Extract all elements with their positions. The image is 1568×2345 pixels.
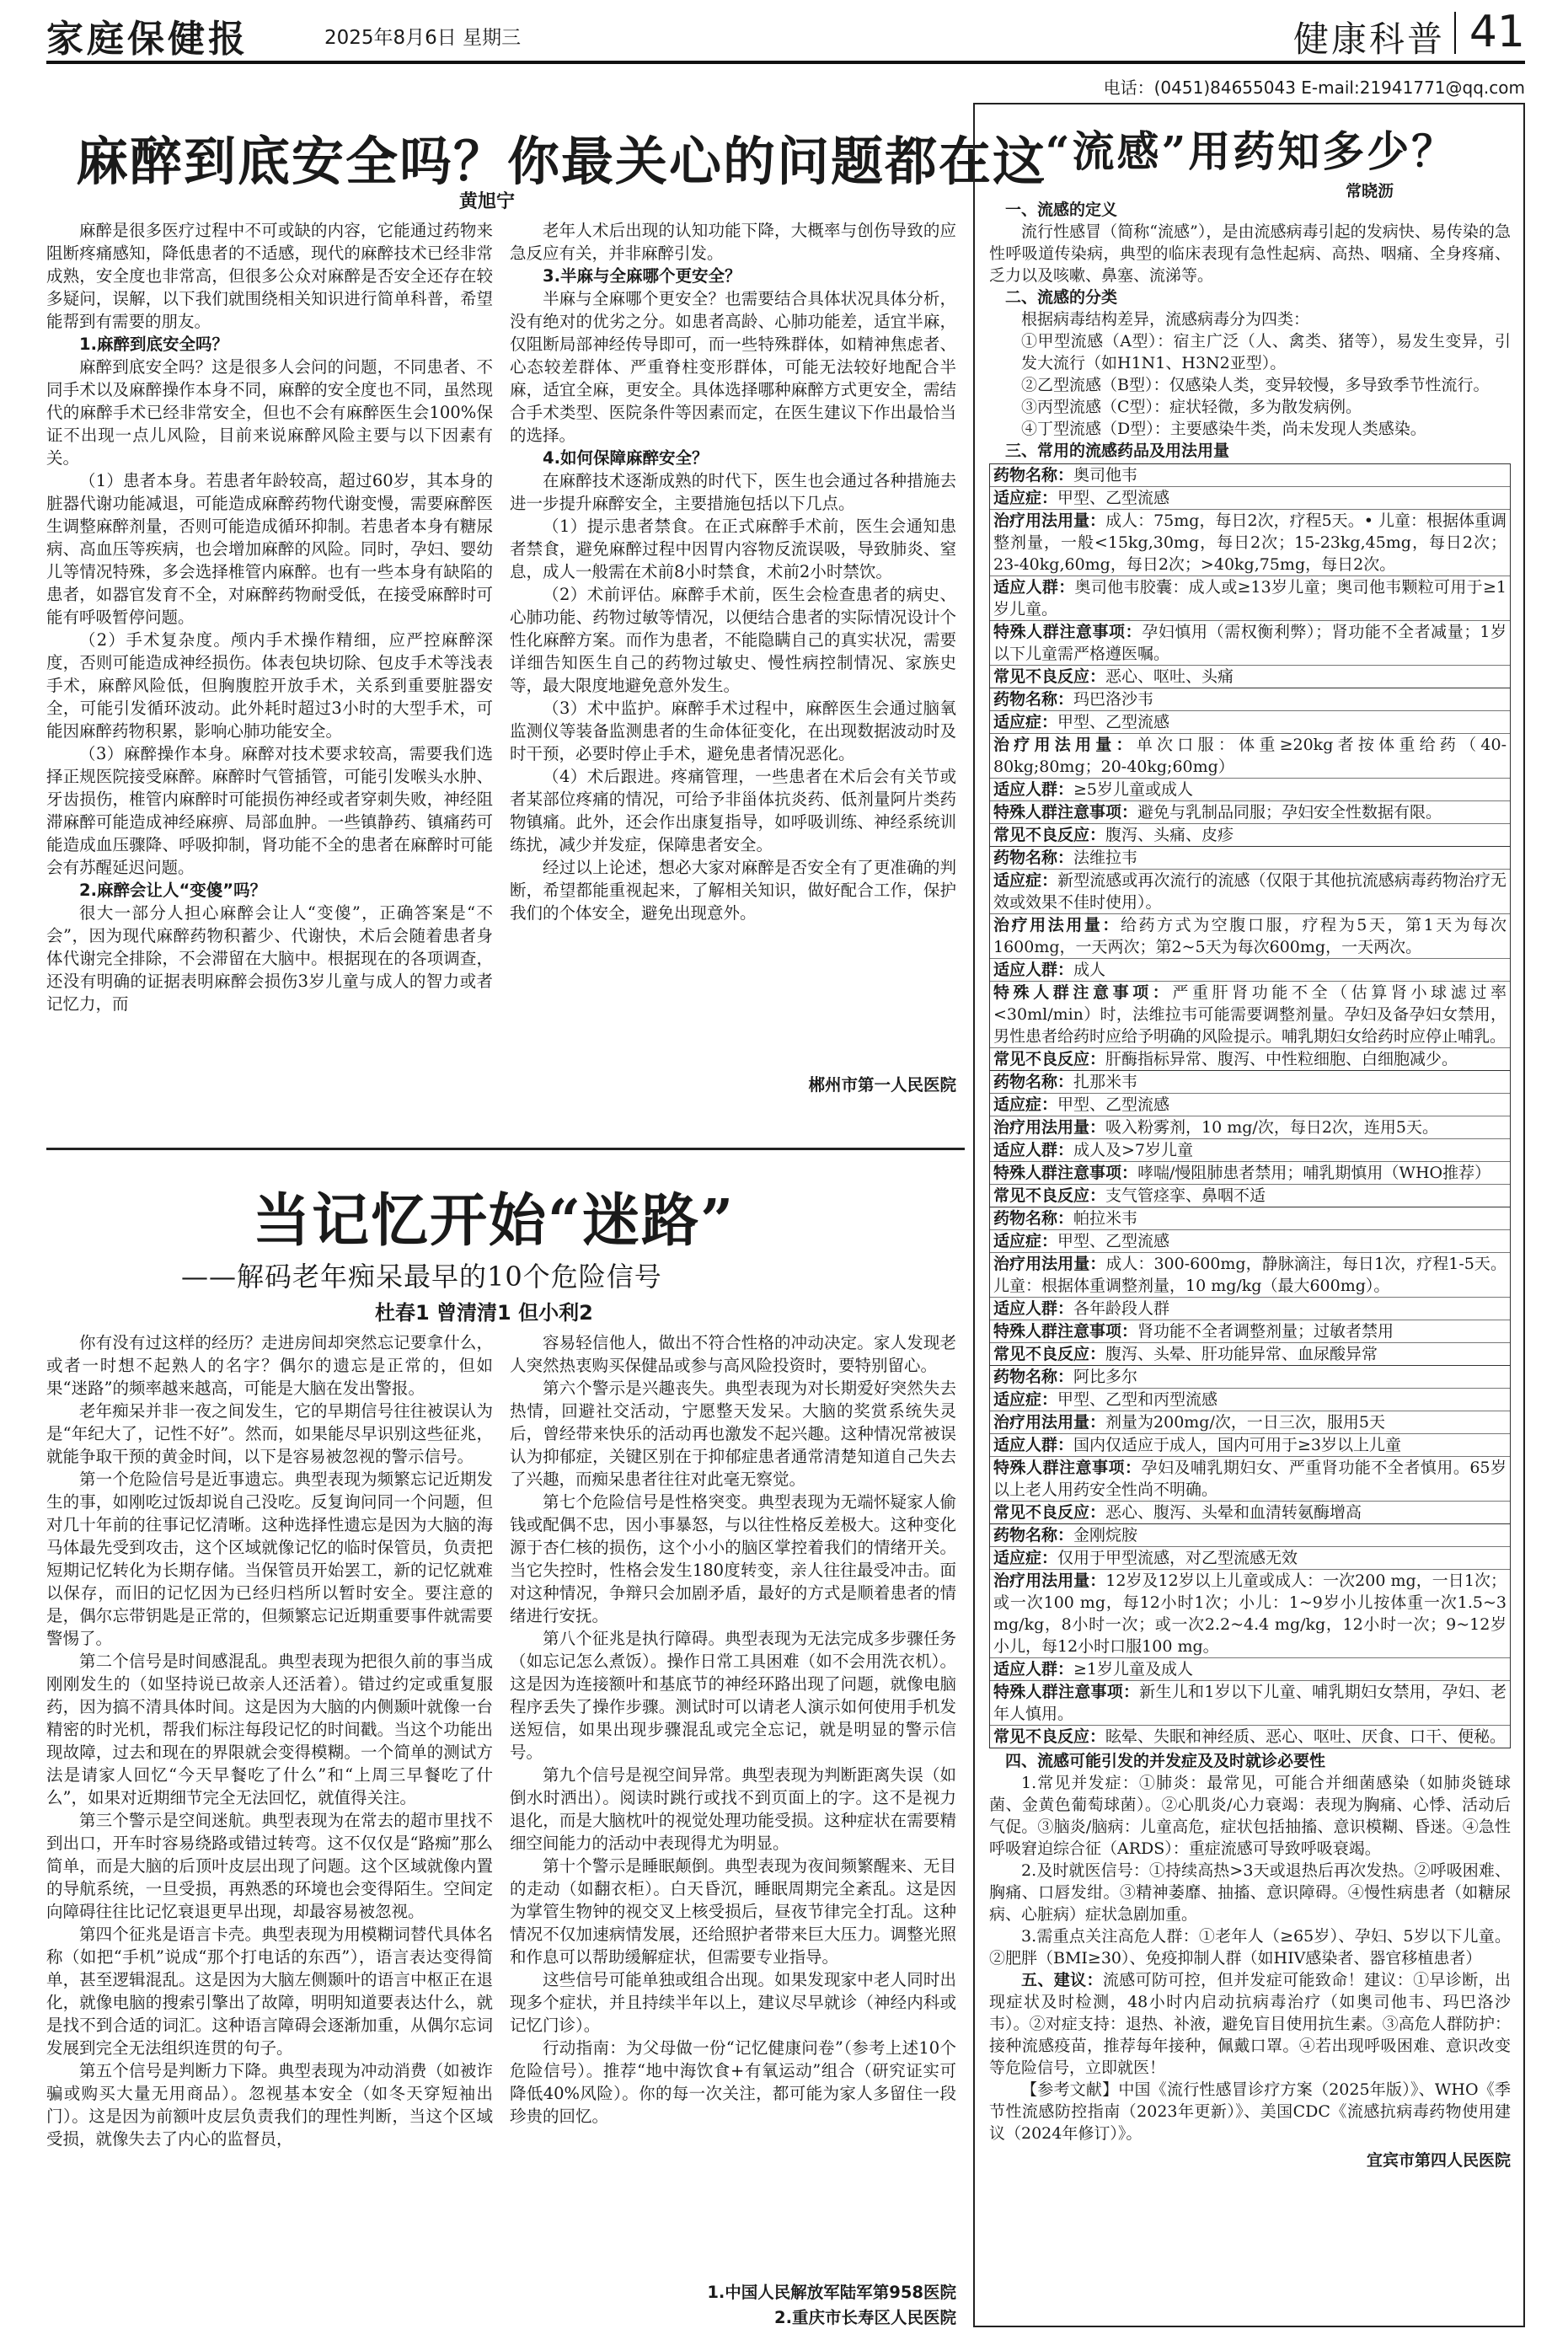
drug-field: [990, 1726, 1510, 1748]
paragraph: 第四个征兆是语言卡壳。典型表现为用模糊词替代具体名称（如把“手机”说成“那个打电话的东西”），语言表达变得简单，甚至逻辑混乱。这是因为大脑左侧颞叶的语言中枢正在退化，就像电脑的搜索引擎出了故障，明明知道要表达什么，就是找不到合适的词汇。这种语言障碍会逐渐加重，从偶尔忘词发展到完全无法组织连贯的句子。: [46, 1925, 493, 2058]
drug-field-label: 治疗用法用量：: [993, 916, 1121, 934]
drug-field: [990, 1185, 1510, 1207]
article1-column-1: [46, 219, 493, 1083]
sidebar-heading-complications: 四、流感可能引发的并发症及及时就诊必要性: [1005, 1752, 1326, 1770]
drug-field-label: 特殊人群注意事项：: [993, 1683, 1140, 1701]
drug-field-label: 治疗用法用量：: [993, 1413, 1106, 1432]
drug-field-value: ≥1岁儿童及成人: [1073, 1660, 1194, 1678]
drug-field: [990, 1434, 1510, 1457]
references: 【参考文献】中国《流行性感冒诊疗方案（2025年版）》、WHO《季节性流感防控指南（2023年更新）》、美国CDC《流感抗病毒药物使用建议（2024年修订）》。: [989, 2080, 1511, 2143]
drug-field-value: 恶心、腹泻、头晕和血清转氨酶增高: [1105, 1503, 1362, 1522]
masthead-divider: [1454, 12, 1456, 54]
drug-field: [990, 464, 1510, 487]
drug-field-label: 适应症：: [993, 713, 1058, 731]
drug-field-label: 常见不良反应：: [993, 826, 1106, 844]
drug-field-label: 常见不良反应：: [993, 1727, 1106, 1746]
flu-medication-sidebar: [973, 103, 1525, 2327]
drug-entry: [990, 847, 1510, 1071]
article2-column-2: [510, 1331, 956, 2271]
drug-field-label: 适应症：: [993, 1232, 1058, 1250]
drug-field: [990, 870, 1510, 914]
drug-field: [990, 1366, 1510, 1389]
drug-field-value: 成人：75mg，每日2次，疗程5天。• 儿童：根据体重调整剂量，一般<15kg,30mg，每日2次；15-23kg,45mg，每日2次；23-40kg,60mg，每日2次；>40kg,75mg，每日2次。: [993, 511, 1506, 574]
drug-field-label: 适应人群：: [993, 1299, 1074, 1318]
drug-field: [990, 1116, 1510, 1139]
drug-field-value: 单次口服：体重≥20kg者按体重给药（40-80kg;80mg；20-40kg;60mg）: [993, 736, 1506, 776]
drug-entry: [990, 464, 1510, 688]
drug-field-value: 剂量为200mg/次，一日三次，服用5天: [1105, 1413, 1385, 1432]
drug-field-label: 常见不良反应：: [993, 1186, 1106, 1205]
flu-type-item: ③丙型流感（C型）：症状轻微，多为散发病例。: [1021, 398, 1362, 416]
paragraph: 容易轻信他人，做出不符合性格的冲动决定。家人发现老人突然热衷购买保健品或参与高风险投资时，要特别留心。: [510, 1333, 956, 1375]
drug-field: [990, 1162, 1510, 1185]
drug-field: [990, 982, 1510, 1048]
sidebar-paragraph: 流行性感冒（简称“流感”），是由流感病毒引起的发病快、易传染的急性呼吸道传染病，典型的临床表现有急性起病、高热、咽痛、全身疼痛、乏力以及咳嗽、鼻塞、流涕等。: [989, 222, 1511, 285]
drug-field: [990, 1320, 1510, 1343]
article2-source-2: 2.重庆市长寿区人民医院: [774, 2308, 956, 2327]
drug-field-value: 玛巴洛沙韦: [1073, 690, 1154, 709]
drug-field: [990, 734, 1510, 779]
drug-field-label: 药物名称：: [993, 1526, 1074, 1545]
drug-field-value: 给药方式为空腹口服，疗程为5天，第1天为每次1600mg，一天两次；第2~5天为每次600mg，一天两次。: [993, 916, 1506, 956]
complication-paragraph: 2.及时就医信号：①持续高热>3天或退热后再次发热。②呼吸困难、胸痛、口唇发绀。③精神萎靡、抽搐、意识障碍。④慢性病患者（如糖尿病、心脏病）症状急剧加重。: [989, 1861, 1511, 1924]
drug-field-label: 药物名称：: [993, 849, 1074, 867]
drug-field-value: 甲型、乙型流感: [1057, 1095, 1170, 1114]
article2-authors: 杜春1 曾清清1 但小利2: [375, 1301, 593, 1325]
drug-field-value: 新生儿和1岁以下儿童、哺乳期妇女禁用，孕妇、老年人慎用。: [993, 1683, 1506, 1723]
drug-field: [990, 1230, 1510, 1253]
paragraph: 第十个警示是睡眠颠倒。典型表现为夜间频繁醒来、无目的走动（如翻衣柜）。白天昏沉，睡眠周期完全紊乱。这是因为掌管生物钟的视交叉上核受损后，昼夜节律完全打乱。这种情况不仅加速病情发展，还给照护者带来巨大压力。调整光照和作息可以帮助缓解症状，但需要专业指导。: [510, 1856, 956, 1967]
paragraph: 第七个危险信号是性格突变。典型表现为无端怀疑家人偷钱或配偶不忠，因小事暴怒，与以往性格反差极大。这种变化源于杏仁核的损伤，这个小小的脑区掌控着我们的情绪开关。当它失控时，性格会发生180度转变，亲人往往最受冲击。面对这种情况，争辩只会加剧矛盾，最好的方式是顺着患者的情绪进行安抚。: [510, 1492, 956, 1625]
drug-entry: [990, 1071, 1510, 1207]
section-name: 健康科普: [1292, 19, 1445, 60]
drug-table: [989, 463, 1511, 1748]
drug-field-value: 12岁及12岁以上儿童或成人：一次200 mg，一日1次；或一次100 mg，每12小时1次；小儿：1~9岁小儿按体重一次1.5~3 mg/kg，8小时一次；或一次2.2~4.4 mg/kg，12小时一次；9~12岁小儿，每12小时口服100 mg。: [993, 1571, 1506, 1656]
drug-field: [990, 1457, 1510, 1502]
sidebar-title: “流感”用药知多少？: [1045, 126, 1457, 176]
paragraph: （1）提示患者禁食。在正式麻醉手术前，医生会通知患者禁食，避免麻醉过程中因胃内容物反流误吸，导致肺炎、窒息，成人一般需在术前8小时禁食，术前2小时禁饮。: [510, 517, 956, 581]
drug-field-label: 适应症：: [993, 871, 1058, 890]
flu-type-item: ④丁型流感（D型）：主要感染牛类，尚未发现人类感染。: [1021, 420, 1426, 438]
drug-field-label: 特殊人群注意事项：: [993, 1164, 1138, 1182]
drug-field: [990, 1048, 1510, 1070]
section-heading: 3.半麻与全麻哪个更安全？: [543, 266, 741, 286]
paragraph: 第一个危险信号是近事遗忘。典型表现为频繁忘记近期发生的事，如刚吃过饭却说自己没吃。反复询问同一个问题，但对几十年前的往事记忆清晰。这种选择性遗忘是因为大脑的海马体最先受到攻击，这个区域就像记忆的临时保管员，负责把短期记忆转化为长期存储。当保管员开始罢工，新的记忆就难以保存，而旧的记忆因为已经归档所以暂时安全。要注意的是，偶尔忘带钥匙是正常的，但频繁忘记近期重要事件就需要警惕了。: [46, 1470, 493, 1648]
paragraph: 麻醉到底安全吗？这是很多人会问的问题，不同患者、不同手术以及麻醉操作本身不同，麻醉的安全度也不同，虽然现代的麻醉手术已经非常安全，但也不会有麻醉医生会100%保证不出现一点儿风险，目前来说麻醉风险主要与以下因素有关。: [46, 357, 493, 468]
drug-field-label: 治疗用法用量：: [993, 1255, 1106, 1273]
drug-field-label: 常见不良反应：: [993, 667, 1106, 686]
flu-type-item: ①甲型流感（A型）：宿主广泛（人、禽类、猪等），易发生变异，引发大流行（如H1N1、H3N2亚型）。: [1021, 332, 1511, 372]
article2-title: 当记忆开始“迷路”: [253, 1187, 736, 1255]
drug-field: [990, 1547, 1510, 1570]
paragraph: 半麻与全麻哪个更安全？也需要结合具体状况具体分析，没有绝对的优劣之分。如患者高龄、心肺功能差，适宜半麻，仅阻断局部神经传导即可，而一些特殊群体，如精神焦虑者、心态较差群体、严重脊柱变形群体，可能无法较好地配合半麻，适宜全麻，更安全。具体选择哪种麻醉方式更安全，需结合手术类型、医院条件等因素而定，在医生建议下作出最恰当的选择。: [510, 289, 956, 445]
drug-field-value: 奥司他韦胶囊：成人或≥13岁儿童；奥司他韦颗粒可用于≥1岁儿童。: [993, 578, 1506, 618]
drug-field-label: 适应人群：: [993, 1660, 1074, 1678]
drug-field-value: 肝酶指标异常、腹泻、中性粒细胞、白细胞减少。: [1105, 1050, 1458, 1068]
drug-field: [990, 487, 1510, 510]
drug-field: [990, 847, 1510, 870]
drug-field-value: 避免与乳制品同服；孕妇安全性数据有限。: [1137, 803, 1442, 822]
sidebar-heading-definition: 一、流感的定义: [1005, 201, 1118, 219]
drug-field-value: 恶心、呕吐、头痛: [1105, 667, 1234, 686]
article1-source: 郴州市第一人民医院: [808, 1075, 956, 1095]
advice-label: 五、建议：: [1021, 1971, 1103, 1989]
paragraph: （4）术后跟进。疼痛管理，一些患者在术后会有关节或者某部位疼痛的情况，可给予非甾体抗炎药、低剂量阿片类药物镇痛。此外，还会作出康复指导，如呼吸训练、神经系统训练扰，减少并发症，保障患者安全。: [510, 767, 956, 854]
drug-field-label: 适应症：: [993, 489, 1058, 507]
drug-field-label: 治疗用法用量：: [993, 1118, 1106, 1137]
paragraph: （3）术中监护。麻醉手术过程中，麻醉医生会通过脑氧监测仪等装备监测患者的生命体征变化，在出现数据波动时及时干预，必要时停止手术，避免患者情况恶化。: [510, 699, 956, 763]
paragraph: 这些信号可能单独或组合出现。如果发现家中老人同时出现多个症状，并且持续半年以上，建议尽早就诊（神经内科或记忆门诊）。: [510, 1970, 956, 2035]
complication-paragraph: 1.常见并发症：①肺炎：最常见，可能合并细菌感染（如肺炎链球菌、金黄色葡萄球菌）。②心肌炎/心力衰竭：表现为胸痛、心悸、活动后气促。③脑炎/脑病：儿童高危，症状包括抽搐、意识模糊、昏迷。④急性呼吸窘迫综合征（ARDS）：重症流感可导致呼吸衰竭。: [989, 1774, 1511, 1858]
article2-source-1: 1.中国人民解放军陆军第958医院: [707, 2283, 956, 2302]
drug-field: [990, 666, 1510, 688]
paragraph: 老年痴呆并非一夜之间发生，它的早期信号往往被误认为是“年纪大了，记性不好”。然而，如果能尽早识别这些征兆，就能争取干预的黄金时间，以下是容易被忽视的警示信号。: [46, 1401, 493, 1466]
drug-field-value: 哮喘/慢阻肺患者禁用；哺乳期慎用（WHO推荐）: [1137, 1164, 1491, 1182]
drug-field: [990, 1502, 1510, 1523]
issue-date: 2025年8月6日 星期三: [324, 27, 522, 49]
drug-field-label: 适应人群：: [993, 1436, 1074, 1454]
page-number: 41: [1469, 7, 1525, 57]
drug-field: [990, 1343, 1510, 1365]
drug-field-value: 仅用于甲型流感，对乙型流感无效: [1057, 1549, 1298, 1567]
drug-field-label: 药物名称：: [993, 1073, 1074, 1091]
drug-field-value: 成人及>7岁儿童: [1073, 1141, 1194, 1159]
drug-field-value: 扎那米韦: [1073, 1073, 1138, 1091]
drug-field: [990, 1139, 1510, 1162]
drug-field-label: 药物名称：: [993, 690, 1074, 709]
drug-field: [990, 1681, 1510, 1726]
drug-field-value: 吸入粉雾剂，10 mg/次，每日2次，连用5天。: [1105, 1118, 1438, 1137]
article2-subtitle: ——解码老年痴呆最早的10个危险信号: [181, 1261, 662, 1293]
flu-type-item: ②乙型流感（B型）：仅感染人类，变异较慢，多导致季节性流行。: [1021, 376, 1490, 394]
drug-field-value: 甲型、乙型流感: [1057, 489, 1170, 507]
paragraph: 在麻醉技术逐渐成熟的时代下，医生也会通过各种措施去进一步提升麻醉安全，主要措施包括以下几点。: [510, 471, 956, 513]
drug-field-label: 治疗用法用量：: [993, 736, 1137, 754]
article1-author: 黄旭宁: [459, 191, 516, 212]
drug-field-label: 特殊人群注意事项：: [993, 983, 1173, 1002]
paragraph: 第九个信号是视空间异常。典型表现为判断距离失误（如倒水时洒出）。阅读时跳行或找不到页面上的字。这不是视力退化，而是大脑枕叶的视觉处理功能受损。这种症状在需要精细空间能力的活动中表现得尤为明显。: [510, 1765, 956, 1853]
drug-field-value: 成人: [1073, 961, 1106, 979]
sidebar-author: 常晓沥: [1346, 182, 1394, 201]
drug-field: [990, 801, 1510, 824]
drug-field-value: 阿比多尔: [1073, 1368, 1138, 1386]
drug-field-label: 适应人群：: [993, 578, 1075, 597]
drug-field: [990, 1094, 1510, 1116]
drug-field-value: 甲型、乙型和丙型流感: [1057, 1390, 1218, 1409]
drug-field-value: 甲型、乙型流感: [1057, 1232, 1170, 1250]
drug-field-value: 法维拉韦: [1073, 849, 1138, 867]
drug-field: [990, 510, 1510, 576]
paragraph: 第五个信号是判断力下降。典型表现为冲动消费（如被诈骗或购买大量无用商品）。忽视基本安全（如冬天穿短袖出门）。这是因为前额叶皮层负责我们的理性判断，当这个区域受损，就像失去了内心的监督员，: [46, 2061, 493, 2149]
article1-title: 麻醉到底安全吗？你最关心的问题都在这: [76, 131, 1047, 192]
paragraph: 老年人术后出现的认知功能下降，大概率与创伤导致的应急反应有关，并非麻醉引发。: [510, 221, 956, 263]
drug-field: [990, 779, 1510, 801]
newspaper-name: 家庭保健报: [46, 18, 249, 61]
drug-field-value: ≥5岁儿童或成人: [1073, 780, 1194, 799]
drug-field: [990, 1411, 1510, 1434]
drug-field: [990, 1389, 1510, 1411]
advice-paragraph: [989, 1969, 1511, 2079]
sidebar-source: 宜宾市第四人民医院: [1366, 2151, 1511, 2170]
masthead-rule: [46, 61, 1525, 64]
paragraph: （3）麻醉操作本身。麻醉对技术要求较高，需要我们选择正规医院接受麻醉。麻醉时气管插管，可能引发喉头水肿、牙齿损伤，椎管内麻醉时可能损伤神经或者穿刺失败，神经阻滞麻醉可能造成神经麻痹、局部血肿。一些镇静药、镇痛药可能造成血压骤降、呼吸抑制，肾功能不全的患者在麻醉时可能会有苏醒延迟问题。: [46, 744, 493, 877]
drug-field-label: 特殊人群注意事项：: [993, 1459, 1142, 1477]
section-heading: 4.如何保障麻醉安全？: [543, 448, 709, 468]
drug-field-value: 腹泻、头痛、皮疹: [1105, 826, 1234, 844]
sidebar-paragraph: 根据病毒结构差异，流感病毒分为四类：: [1021, 310, 1310, 329]
paragraph: 第三个警示是空间迷航。典型表现为在常去的超市里找不到出口，开车时容易绕路或错过转弯。这不仅仅是“路痴”那么简单，而是大脑的后顶叶皮层出现了问题。这个区域就像内置的导航系统，一旦受损，再熟悉的环境也会变得陌生。空间定向障碍往往比记忆衰退更早出现，却最容易被忽视。: [46, 1811, 493, 1921]
paragraph: 经过以上论述，想必大家对麻醉是否安全有了更准确的判断，希望都能重视起来，了解相关知识，做好配合工作，保护我们的个体安全，避免出现意外。: [510, 858, 956, 923]
section-heading: 2.麻醉会让人“变傻”吗？: [79, 881, 267, 900]
drug-field-value: 成人：300-600mg，静脉滴注，每日1次，疗程1-5天。儿童：根据体重调整剂量，10 mg/kg（最大600mg）。: [993, 1255, 1506, 1295]
drug-field: [990, 1658, 1510, 1681]
masthead: [46, 7, 1525, 61]
drug-field: [990, 621, 1510, 666]
drug-field: [990, 688, 1510, 711]
drug-field-value: 眩晕、失眠和神经质、恶心、呕吐、厌食、口干、便秘。: [1105, 1727, 1506, 1746]
article-divider: [46, 1148, 965, 1150]
drug-field-label: 常见不良反应：: [993, 1503, 1106, 1522]
drug-field-value: 帕拉米韦: [1073, 1209, 1138, 1228]
complications-list: [989, 1772, 1511, 1969]
paragraph: （1）患者本身。若患者年龄较高，超过60岁，其本身的脏器代谢功能减退，可能造成麻醉药物代谢变慢，需要麻醉医生调整麻醉剂量，否则可能造成循环抑制。若患者本身有糖尿病、高血压等疾病，也会增加麻醉的风险。同时，孕妇、婴幼儿等情况特殊，多会选择椎管内麻醉。也有一些本身有缺陷的患者，如器官发育不全，对麻醉药物耐受低，在接受麻醉时可能有呼吸暂停问题。: [46, 471, 493, 627]
drug-field: [990, 711, 1510, 734]
drug-entry: [990, 1366, 1510, 1524]
drug-field: [990, 1207, 1510, 1230]
drug-field: [990, 959, 1510, 982]
drug-field-value: 腹泻、头晕、肝功能异常、血尿酸异常: [1105, 1345, 1378, 1363]
drug-field-value: 孕妇及哺乳期妇女、严重肾功能不全者慎用。65岁以上老人用药安全性尚不明确。: [993, 1459, 1506, 1499]
drug-field-label: 适应人群：: [993, 1141, 1074, 1159]
drug-field: [990, 914, 1510, 959]
drug-field-value: 严重肝肾功能不全（估算肾小球滤过率<30ml/min）时，法维拉韦可能需要调整剂量。孕妇及备孕妇女禁用，男性患者给药时应给予明确的风险提示。哺乳期妇女给药时应停止哺乳。: [993, 983, 1506, 1046]
drug-field-value: 奥司他韦: [1073, 466, 1138, 485]
drug-field-label: 适应症：: [993, 1549, 1058, 1567]
sidebar-heading-classification: 二、流感的分类: [1005, 288, 1118, 307]
paragraph: （2）手术复杂度。颅内手术操作精细，应严控麻醉深度，否则可能造成神经损伤。体表包块切除、包皮手术等浅表手术，麻醉风险低，但胸腹腔开放手术，关系到重要脏器安全，可能引发循环波动。此外耗时超过3小时的大型手术，可能因麻醉药物积累，影响心肺功能安全。: [46, 630, 493, 741]
drug-field-value: 金刚烷胺: [1073, 1526, 1138, 1545]
drug-entry: [990, 688, 1510, 847]
paragraph: 麻醉是很多医疗过程中不可或缺的内容，它能通过药物来阻断疼痛感知，降低患者的不适感，现代的麻醉技术已经非常成熟，安全度也非常高，但很多公众对麻醉是否安全还存在较多疑问，误解，以下我们就围绕相关知识进行简单科普，希望能帮到有需要的朋友。: [46, 221, 493, 331]
contact-info: 电话：(0451)84655043 E-mail:21941771@qq.com: [1103, 78, 1525, 98]
drug-field-label: 特殊人群注意事项：: [993, 623, 1143, 641]
drug-field-value: 孕妇慎用（需权衡利弊）；肾功能不全者减量；1岁以下儿童需严格遵医嘱。: [993, 623, 1506, 663]
section-heading: 1.麻醉到底安全吗？: [79, 335, 228, 354]
paragraph: 第八个征兆是执行障碍。典型表现为无法完成多步骤任务（如忘记怎么煮饭）。操作日常工具困难（如不会用洗衣机）。这是因为连接额叶和基底节的神经环路出现了问题，就像电脑程序丢失了操作步骤。测试时可以请老人演示如何使用手机发送短信，如果出现步骤混乱或完全忘记，就是明显的警示信号。: [510, 1629, 956, 1762]
advice-text: 流感可防可控，但并发症可能致命！建议：①早诊断，出现症状及时检测，48小时内启动抗病毒治疗（如奥司他韦、玛巴洛沙韦）。②对症支持：退热、补液，避免盲目使用抗生素。③高危人群防护：接种流感疫苗，推荐每年接种，佩戴口罩。④若出现呼吸困难、意识改变等危险信号，立即就医！: [989, 1971, 1511, 2077]
drug-field-value: 肾功能不全者调整剂量；过敏者禁用: [1137, 1322, 1394, 1341]
drug-field-label: 药物名称：: [993, 466, 1074, 485]
paragraph: 第六个警示是兴趣丧失。典型表现为对长期爱好突然失去热情，回避社交活动，宁愿整天发呆。大脑的奖赏系统失灵后，曾经带来快乐的活动再也激发不起兴趣。这种情况常被误认为抑郁症，关键区别在于抑郁症患者通常清楚知道自己失去了兴趣，而痴呆患者往往对此毫无察觉。: [510, 1379, 956, 1489]
sidebar-body: [989, 199, 1511, 2314]
sidebar-heading-drugs: 三、常用的流感药品及用法用量: [1005, 442, 1230, 460]
drug-field-label: 常见不良反应：: [993, 1345, 1106, 1363]
drug-field-value: 各年龄段人群: [1073, 1299, 1170, 1318]
drug-field: [990, 1071, 1510, 1094]
drug-field: [990, 824, 1510, 846]
drug-field-label: 适应症：: [993, 1390, 1058, 1409]
drug-field-label: 药物名称：: [993, 1368, 1074, 1386]
paragraph: 第二个信号是时间感混乱。典型表现为把很久前的事当成刚刚发生的（如坚持说已故亲人还活着）。错过约定或重复服药，因为搞不清具体时间。这是因为大脑的内侧颞叶就像一台精密的时光机，帮我们标注每段记忆的时间戳。当这个功能出现故障，过去和现在的界限就会变得模糊。一个简单的测试方法是请家人回忆“今天早餐吃了什么”和“上周三早餐吃了什么”，如果对近期细节完全无法回忆，就值得关注。: [46, 1652, 493, 1807]
drug-field-label: 适应人群：: [993, 961, 1074, 979]
drug-field-value: 甲型、乙型流感: [1057, 713, 1170, 731]
drug-field-label: 药物名称：: [993, 1209, 1074, 1228]
drug-entry: [990, 1207, 1510, 1366]
drug-field: [990, 1253, 1510, 1298]
drug-field-value: 国内仅适应于成人，国内可用于≥3岁以上儿童: [1073, 1436, 1402, 1454]
drug-field-label: 适应症：: [993, 1095, 1058, 1114]
paragraph: 很大一部分人担心麻醉会让人“变傻”，正确答案是“不会”，因为现代麻醉药物积蓄少、代谢快，术后会随着患者身体代谢完全排除，不会滞留在大脑中。根据现在的各项调查，还没有明确的证据表明麻醉会损伤3岁儿童与成人的智力或者记忆力，而: [46, 903, 493, 1014]
drug-field: [990, 1570, 1510, 1658]
drug-field-label: 特殊人群注意事项：: [993, 803, 1138, 822]
drug-field-label: 治疗用法用量：: [993, 511, 1106, 530]
drug-field-label: 常见不良反应：: [993, 1050, 1106, 1068]
drug-field-label: 特殊人群注意事项：: [993, 1322, 1138, 1341]
complication-paragraph: 3.需重点关注高危人群：①老年人（≥65岁）、孕妇、5岁以下儿童。②肥胖（BMI≥30）、免疫抑制人群（如HIV感染者、器官移植患者）: [989, 1927, 1511, 1968]
article1-column-2: [510, 219, 956, 1062]
drug-field: [990, 1524, 1510, 1547]
drug-field: [990, 576, 1510, 621]
flu-type-list: [989, 330, 1511, 440]
drug-field: [990, 1298, 1510, 1320]
drug-field-value: 新型流感或再次流行的流感（仅限于其他抗流感病毒药物治疗无效或效果不佳时使用）。: [993, 871, 1506, 912]
drug-field-label: 治疗用法用量：: [993, 1571, 1106, 1590]
drug-entry: [990, 1524, 1510, 1748]
paragraph: 行动指南：为父母做一份“记忆健康问卷”（参考上述10个危险信号）。推荐“地中海饮食+有氧运动”组合（研究证实可降低40%风险）。你的每一次关注，都可能为家人多留住一段珍贵的回忆。: [510, 2038, 956, 2126]
drug-field-label: 适应人群：: [993, 780, 1074, 799]
paragraph: 你有没有过这样的经历？走进房间却突然忘记要拿什么，或者一时想不起熟人的名字？偶尔的遗忘是正常的，但如果“迷路”的频率越来越高，可能是大脑在发出警报。: [46, 1333, 493, 1398]
drug-field-value: 支气管痉挛、鼻咽不适: [1105, 1186, 1266, 1205]
article2-column-1: [46, 1331, 493, 2330]
paragraph: （2）术前评估。麻醉手术前，医生会检查患者的病史、心肺功能、药物过敏等情况，以便结合患者的实际情况设计个性化麻醉方案。而作为患者，不能隐瞒自己的真实状况，需要详细告知医生自己的药物过敏史、慢性病控制情况、家族史等，最大限度地避免意外发生。: [510, 585, 956, 695]
